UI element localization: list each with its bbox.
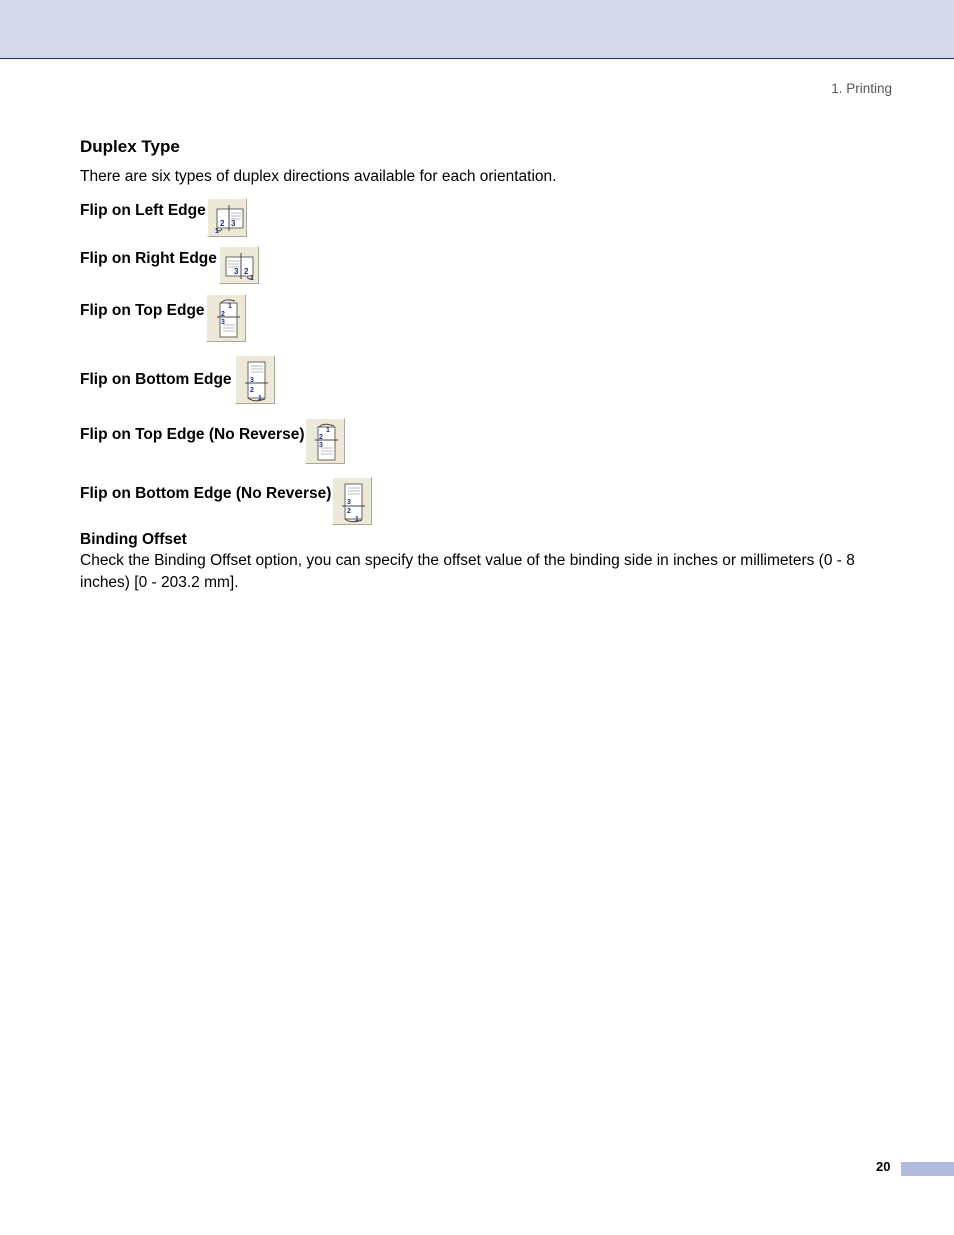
chapter-label: 1. Printing — [831, 81, 892, 96]
flip-option-bottom-edge — [80, 355, 275, 404]
svg-text:2: 2 — [220, 311, 225, 318]
flip-option-label: Flip on Bottom Edge — [80, 371, 232, 388]
flip-option-right-edge — [80, 246, 259, 284]
header-band — [0, 0, 954, 59]
flip-bottom-edge-icon — [235, 355, 275, 404]
flip-option-label: Flip on Bottom Edge (No Reverse) — [80, 485, 332, 502]
svg-text:1: 1 — [257, 395, 262, 402]
page-number: 20 — [876, 1159, 891, 1174]
svg-text:3: 3 — [319, 442, 324, 449]
svg-text:2: 2 — [249, 387, 254, 394]
svg-text:1: 1 — [214, 228, 219, 235]
flip-option-label: Flip on Left Edge — [80, 202, 206, 219]
svg-text:3: 3 — [233, 267, 239, 276]
flip-option-bottom-edge-no-reverse — [80, 477, 372, 525]
flip-top-edge-no-reverse-icon — [305, 418, 345, 464]
flip-option-label: Flip on Top Edge (No Reverse) — [80, 426, 305, 443]
svg-text:2: 2 — [243, 267, 249, 276]
intro-text: There are six types of duplex directions available for each orientation. — [80, 168, 557, 185]
section-title: Duplex Type — [80, 137, 180, 156]
svg-text:3: 3 — [230, 219, 236, 228]
flip-bottom-edge-no-reverse-icon — [332, 477, 372, 525]
flip-option-top-edge — [80, 294, 246, 342]
svg-text:3: 3 — [347, 499, 352, 506]
binding-offset-title: Binding Offset — [80, 531, 187, 548]
flip-option-top-edge-no-reverse — [80, 418, 345, 464]
svg-text:3: 3 — [249, 377, 254, 384]
flip-option-label: Flip on Top Edge — [80, 302, 205, 319]
flip-left-edge-icon — [207, 198, 247, 237]
svg-text:2: 2 — [219, 219, 225, 228]
svg-text:2: 2 — [347, 508, 352, 515]
binding-offset-text: Check the Binding Offset option, you can specify the offset value of the binding side in inches or millimeters (0 - 8 inches) [0 - 203.2 mm]. — [80, 552, 855, 591]
svg-text:2: 2 — [319, 434, 324, 441]
flip-top-edge-icon — [206, 294, 246, 342]
page-tab — [901, 1162, 954, 1176]
svg-text:1: 1 — [326, 427, 331, 434]
svg-text:1: 1 — [355, 516, 360, 523]
svg-text:3: 3 — [220, 319, 225, 326]
svg-text:1: 1 — [227, 303, 232, 310]
svg-text:1: 1 — [249, 275, 254, 282]
flip-option-left-edge — [80, 198, 247, 237]
flip-option-label: Flip on Right Edge — [80, 250, 217, 267]
flip-right-edge-icon — [219, 246, 259, 284]
